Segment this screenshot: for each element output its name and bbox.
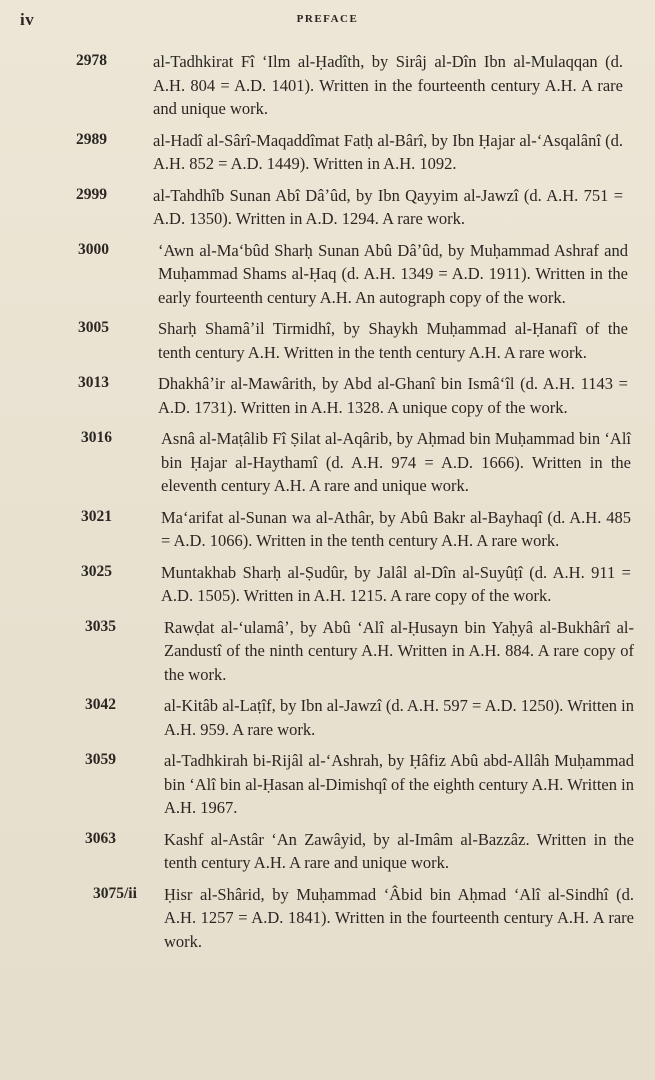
list-item xyxy=(0,561,655,608)
entry-number: 3005 xyxy=(78,319,109,336)
entry-text: Muntakhab Sharḥ al-Ṣudûr, by Jalâl al-Dîn al-Suyûṭî (d. A.H. 911 = A.D. 1505). Written in A.H. 1215. A rare copy of the work. xyxy=(161,562,631,605)
list-item xyxy=(0,372,655,419)
list-item xyxy=(0,828,655,875)
entry-text: al-Kitâb al-Laṭîf, by Ibn al-Jawzî (d. A.H. 597 = A.D. 1250). Written in A.H. 959. A rare work. xyxy=(164,696,634,739)
running-head: PREFACE xyxy=(296,13,359,25)
entry-text: Rawḍat al-ʻulamâʼ, by Abû ʻAlî al-Ḥusayn bin Yaḥyâ al-Bukhârî al-Zandustî of the ninth century A.H. Written in A.H. 884. A rare copy of the work. xyxy=(164,617,634,684)
entry-text: Asnâ al-Maṭâlib Fî Ṣilat al-Aqârib, by Aḥmad bin Muḥammad bin ʻAlî bin Ḥajar al-Haythamî (d. A.H. 974 = A.D. 1666). Written in the eleventh century A.H. A rare and unique work. xyxy=(161,429,631,495)
page-number: iv xyxy=(20,10,35,29)
entry-number: 2978 xyxy=(76,52,107,69)
list-item xyxy=(0,883,655,954)
entry-text: Ḥisr al-Shârid, by Muḥammad ʻÂbid bin Aḥmad ʻAlî al-Sindhî (d. A.H. 1257 = A.D. 1841). Written in the fourteenth century A.H. A rare work. xyxy=(164,884,634,951)
entry-text: ʻAwn al-Maʻbûd Sharḥ Sunan Abû Dâʼûd, by Muḥammad Ashraf and Muḥammad Shams al-Ḥaq (d. A.H. 1349 = A.D. 1911). Written in the early fourteenth century A.H. An autograph copy of the work. xyxy=(158,240,628,307)
list-item xyxy=(0,129,655,176)
entry-text: al-Tadhkirat Fî ʻIlm al-Ḥadîth, by Sirâj al-Dîn Ibn al-Mulaqqan (d. A.H. 804 = A.D. 1401). Written in the fourteenth century A.H. A rare and unique work. xyxy=(153,52,623,118)
list-item xyxy=(0,50,655,121)
entry-text: Dhakhâʼir al-Mawârith, by Abd al-Ghanî bin Ismâʻîl (d. A.H. 1143 = A.D. 1731). Written in A.H. 1328. A unique copy of the work. xyxy=(158,374,628,417)
page-header xyxy=(0,8,655,32)
list-item xyxy=(0,317,655,364)
list-item xyxy=(0,749,655,820)
list-item xyxy=(0,506,655,553)
entry-number: 3000 xyxy=(78,240,109,258)
entry-text: Maʻarifat al-Sunan wa al-Athâr, by Abû Bakr al-Bayhaqî (d. A.H. 485 = A.D. 1066). Written in the tenth century A.H. A rare work. xyxy=(161,507,631,550)
entry-number: 3059 xyxy=(85,751,116,768)
entry-text: al-Tadhkirah bi-Rijâl al-ʻAshrah, by Ḥâfiz Abû abd-Allâh Muḥammad bin ʻAlî bin al-Ḥasan al-Dimishqî of the eighth century A.H. Written in A.H. 1967. xyxy=(164,751,634,817)
list-item xyxy=(0,616,655,687)
entry-number: 3016 xyxy=(81,429,112,446)
entry-text: al-Tahdhîb Sunan Abî Dâʼûd, by Ibn Qayyim al-Jawzî (d. A.H. 751 = A.D. 1350). Written in A.D. 1294. A rare work. xyxy=(153,185,623,228)
entry-number: 3035 xyxy=(85,617,116,635)
entry-list xyxy=(0,50,655,961)
entry-number: 3025 xyxy=(81,562,112,580)
entry-number: 3042 xyxy=(85,696,116,713)
list-item xyxy=(0,427,655,498)
entry-number: 3063 xyxy=(85,829,116,847)
entry-number: 3013 xyxy=(78,374,109,391)
list-item xyxy=(0,694,655,741)
entry-text: al-Hadî al-Sârî-Maqaddîmat Fatḥ al-Bârî, by Ibn Ḥajar al-ʻAsqalânî (d. A.H. 852 = A.D. 1449). Written in A.H. 1092. xyxy=(153,130,623,173)
entry-number: 3075/ii xyxy=(93,884,137,902)
entry-number: 2999 xyxy=(76,185,107,203)
list-item xyxy=(0,184,655,231)
entry-number: 3021 xyxy=(81,507,112,525)
entry-number: 2989 xyxy=(76,130,107,148)
entry-text: Sharḥ Shamâʼil Tirmidhî, by Shaykh Muḥammad al-Ḥanafî of the tenth century A.H. Written in the tenth century A.H. A rare work. xyxy=(158,319,628,362)
entry-text: Kashf al-Astâr ʻAn Zawâyid, by al-Imâm al-Bazzâz. Written in the tenth century A.H. A rare and unique work. xyxy=(164,829,634,872)
list-item xyxy=(0,239,655,310)
